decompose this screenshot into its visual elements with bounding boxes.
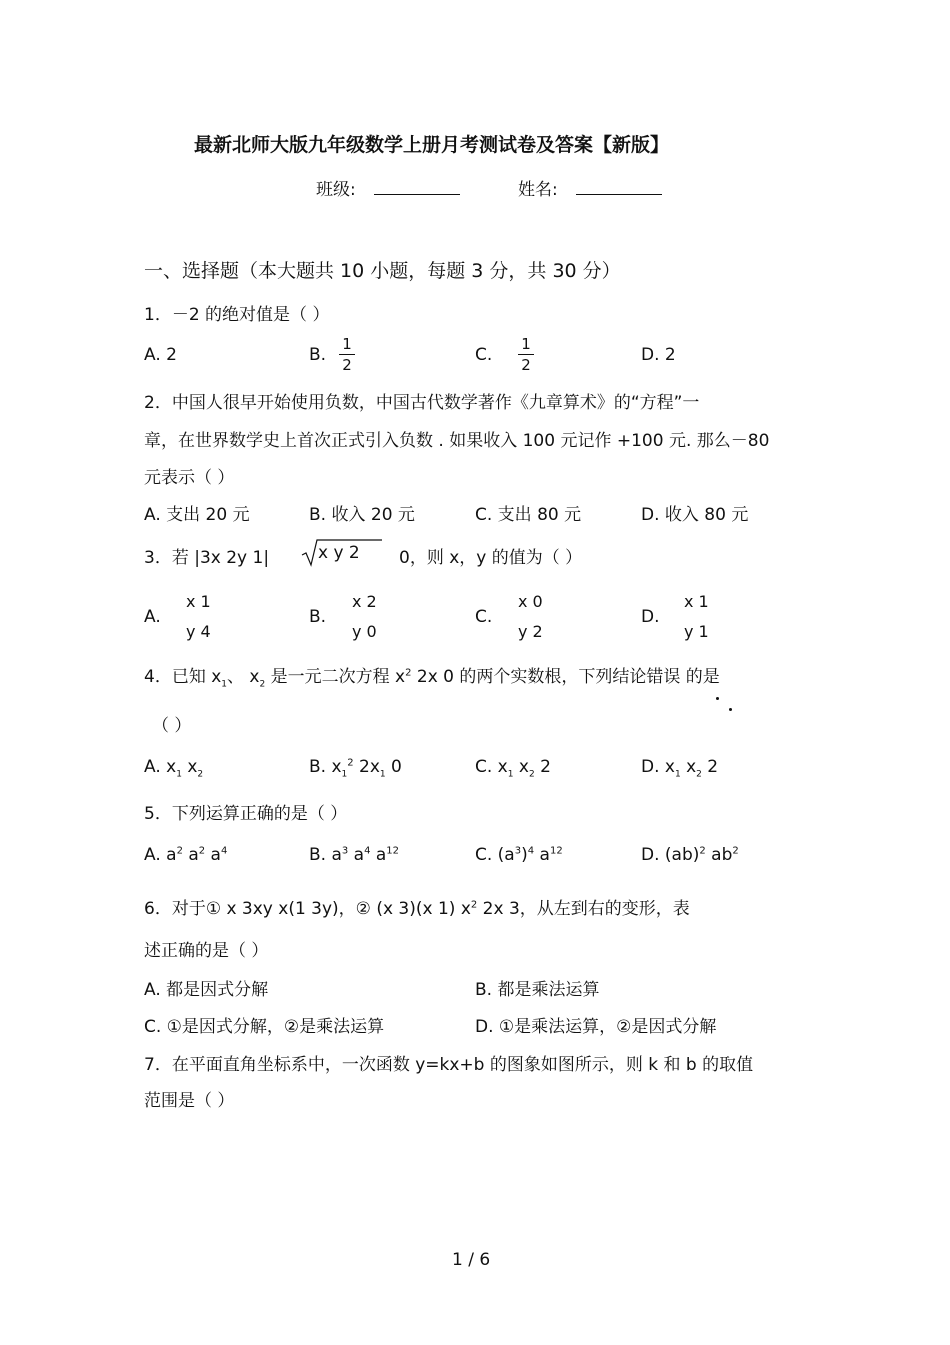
q5-d-part: ab xyxy=(705,845,733,865)
q1-option-b: B. xyxy=(309,345,327,365)
q3-b-eq2: y 0 xyxy=(352,622,377,641)
q5-option-b xyxy=(309,845,399,865)
q1-option-a: A. 2 xyxy=(144,345,177,365)
q3-a-eq1: x 1 xyxy=(186,592,211,611)
q6-option-a: A. 都是因式分解 xyxy=(144,980,269,1000)
q4-d-part: D. x xyxy=(641,757,675,777)
q4-option-a xyxy=(144,757,203,779)
q5-a-part: A. a xyxy=(144,845,177,865)
q4-option-c xyxy=(475,757,551,779)
q4-superscript: 2 xyxy=(405,667,412,679)
name-label: 姓名: xyxy=(518,180,558,200)
q3-stem-start: 3．若 |3x 2y 1| xyxy=(144,548,270,568)
q5-d-sup: 2 xyxy=(699,845,706,857)
q3-option-b: B. xyxy=(309,607,327,627)
q5-c-sup: 4 xyxy=(527,845,535,857)
q1-c-denominator: 2 xyxy=(521,356,531,374)
q6-line2: 述正确的是（ ） xyxy=(144,941,269,961)
q4-b-sup: 2 xyxy=(347,757,354,769)
q4-c-sub: 1 xyxy=(507,769,514,780)
q1-c-fraction xyxy=(518,336,534,373)
q3-d-eq2: y 1 xyxy=(684,622,709,641)
q4-b-part: B. x xyxy=(309,757,342,777)
q3-option-d: D. xyxy=(641,607,660,627)
q4-c-part: 2 xyxy=(534,757,551,777)
q5-a-sup: 2 xyxy=(198,845,206,857)
q5-option-d xyxy=(641,845,739,865)
q1-b-numerator: 1 xyxy=(342,335,352,353)
q4-d-sub: 1 xyxy=(674,769,681,780)
q3-a-eq2: y 4 xyxy=(186,622,211,641)
q2-option-a: A. 支出 20 元 xyxy=(144,505,250,525)
q4-b-sub: 1 xyxy=(379,769,386,780)
q4-a-sub: 1 xyxy=(176,769,182,780)
q5-a-sup: 2 xyxy=(176,845,183,857)
q2-line1: 2．中国人很早开始使用负数，中国古代数学著作《九章算术》的“方程”一 xyxy=(144,393,700,413)
q5-a-part: a xyxy=(182,845,199,865)
q1-option-d: D. 2 xyxy=(641,345,676,365)
q4-stem-part: 4．已知 x xyxy=(144,667,222,687)
q5-b-part: a xyxy=(370,845,387,865)
q6-option-c: C. ①是因式分解，②是乘法运算 xyxy=(144,1017,385,1037)
q6-line1-part: 2x 3，从左到右的变形，表 xyxy=(477,899,690,919)
q4-c-part: x xyxy=(513,757,529,777)
q7-line1: 7．在平面直角坐标系中，一次函数 y=kx+b 的图象如图所示，则 k 和 b 的取值 xyxy=(144,1055,754,1075)
q4-b-sub: 1 xyxy=(341,769,348,780)
q1-b-denominator: 2 xyxy=(342,356,352,374)
q3-stem-end: 0，则 x，y 的值为（ ） xyxy=(399,548,583,568)
q6-line1-part: 6．对于① x 3xy x(1 3y)，② (x 3)(x 1) x xyxy=(144,899,471,919)
q5-stem: 5．下列运算正确的是（ ） xyxy=(144,804,348,824)
q6-line1 xyxy=(144,894,690,919)
q1-stem: 1．－2 的绝对值是（ ） xyxy=(144,305,330,325)
q7-line2: 范围是（ ） xyxy=(144,1091,235,1111)
q1-option-c: C. xyxy=(475,345,493,365)
q4-a-part: A. x xyxy=(144,757,177,777)
q2-option-d: D. 收入 80 元 xyxy=(641,505,749,525)
q4-a-part: x xyxy=(181,757,198,777)
name-blank[interactable] xyxy=(576,193,662,195)
q4-stem-part: 、 x xyxy=(227,667,260,687)
q5-c-sup: 3 xyxy=(514,845,522,857)
q1-b-fraction xyxy=(339,336,355,373)
q4-d-part: x xyxy=(680,757,697,777)
q3-d-eq1: x 1 xyxy=(684,592,709,611)
q4-subscript: 1 xyxy=(221,679,228,690)
q3-b-eq1: x 2 xyxy=(352,592,377,611)
q5-option-a xyxy=(144,845,227,865)
q4-option-d xyxy=(641,757,718,779)
q4-stem-part: 2x 0 的两个实数根，下列结论错误 的是 xyxy=(411,667,720,687)
q2-option-c: C. 支出 80 元 xyxy=(475,505,582,525)
emphasis-dot xyxy=(729,708,732,711)
q2-option-b: B. 收入 20 元 xyxy=(309,505,415,525)
q3-c-eq2: y 2 xyxy=(518,622,543,641)
page-number: 1 / 6 xyxy=(452,1250,491,1270)
q4-c-sub: 2 xyxy=(528,769,535,780)
class-blank[interactable] xyxy=(374,193,460,195)
q3-sqrt-body: x y 2 xyxy=(318,543,360,563)
q2-line3: 元表示（ ） xyxy=(144,468,235,488)
q5-option-c xyxy=(475,845,563,865)
q5-d-sup: 2 xyxy=(732,845,739,857)
q5-b-part: a xyxy=(348,845,365,865)
q4-b-part: 2x xyxy=(353,757,380,777)
q4-paren: （ ） xyxy=(152,716,192,736)
q4-a-sub: 2 xyxy=(197,769,204,780)
q5-d-part: D. (ab) xyxy=(641,845,700,865)
q5-c-part: ) xyxy=(521,845,528,865)
q4-stem xyxy=(144,662,720,689)
q5-c-part: C. (a xyxy=(475,845,515,865)
q5-b-sup: 4 xyxy=(364,845,371,857)
q4-option-b xyxy=(309,757,402,779)
q1-c-numerator: 1 xyxy=(521,335,531,353)
q6-superscript: 2 xyxy=(470,899,478,911)
class-label: 班级: xyxy=(316,180,356,200)
document-title: 最新北师大版九年级数学上册月考测试卷及答案【新版】 xyxy=(194,134,670,156)
q3-option-a: A. xyxy=(144,607,161,627)
q5-b-part: B. a xyxy=(309,845,342,865)
q4-c-part: C. x xyxy=(475,757,508,777)
q6-option-d: D. ①是乘法运算，②是因式分解 xyxy=(475,1017,717,1037)
q5-a-part: a xyxy=(205,845,221,865)
q4-d-sub: 2 xyxy=(696,769,702,780)
q2-line2: 章，在世界数学史上首次正式引入负数 . 如果收入 100 元记作 +100 元. 那么－80 xyxy=(144,431,770,451)
q5-c-part: a xyxy=(534,845,550,865)
q3-option-c: C. xyxy=(475,607,493,627)
q5-b-sup: 12 xyxy=(386,845,400,857)
q4-d-part: 2 xyxy=(701,757,719,777)
q6-option-b: B. 都是乘法运算 xyxy=(475,980,600,1000)
q5-a-sup: 4 xyxy=(220,845,228,857)
q4-stem-part: 是一元二次方程 x xyxy=(265,667,406,687)
q4-b-part: 0 xyxy=(385,757,402,777)
q5-b-sup: 3 xyxy=(341,845,349,857)
section-heading: 一、选择题（本大题共 10 小题，每题 3 分，共 30 分） xyxy=(144,260,621,282)
emphasis-dot xyxy=(716,697,719,700)
q5-c-sup: 12 xyxy=(549,845,563,857)
q4-subscript: 2 xyxy=(259,679,266,690)
q3-c-eq1: x 0 xyxy=(518,592,543,611)
